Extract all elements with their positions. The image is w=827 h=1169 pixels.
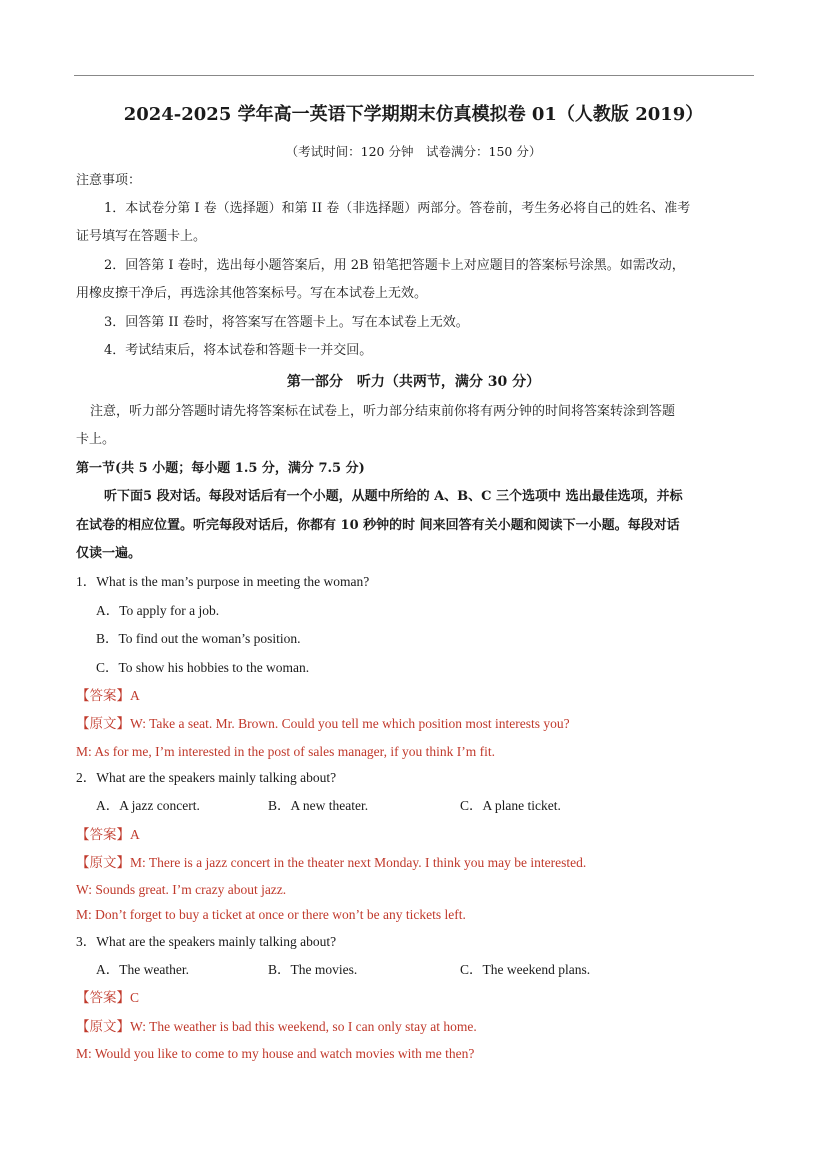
transcript-line: W: The weather is bad this weekend, so I can only stay at home.	[130, 1019, 477, 1034]
question-1-option-b: B．To find out the woman’s position.	[96, 631, 301, 646]
transcript-line: W: Take a seat. Mr. Brown. Could you tell me which position most interests you?	[130, 716, 570, 731]
question-3-option-b: B．The movies.	[268, 962, 358, 977]
listening-note-cont: 卡上。	[76, 432, 116, 447]
transcript-line: M: As for me, I’m interested in the post of sales manager, if you think I’m fit.	[76, 744, 495, 759]
notice-item-2: 2．回答第 I 卷时，选出每小题答案后，用 2B 铅笔把答题卡上对应题目的答案标号涂黑。如需改动，	[104, 258, 685, 273]
listening-note: 注意，听力部分答题时请先将答案标在试卷上，听力部分结束前你将有两分钟的时间将答案转涂到答题	[90, 404, 676, 419]
transcript-label: 【原文】	[76, 716, 130, 732]
answer-label: 【答案】	[76, 688, 130, 704]
notice-item-1-cont: 证号填写在答题卡上。	[76, 229, 207, 244]
question-3-option-c: C．The weekend plans.	[460, 962, 591, 977]
exam-info: （考试时间：120 分钟 试卷满分：150 分）	[285, 144, 542, 159]
transcript-label: 【原文】	[76, 855, 130, 871]
question-2-option-a: A．A jazz concert.	[96, 798, 200, 813]
notice-heading: 注意事项：	[76, 173, 142, 188]
section1-heading: 第一节(共 5 小题；每小题 1.5 分，满分 7.5 分)	[76, 461, 365, 476]
transcript-line: M: Don’t forget to buy a ticket at once or there won’t be any tickets left.	[76, 907, 466, 922]
notice-item-3: 3．回答第 II 卷时，将答案写在答题卡上。写在本试卷上无效。	[104, 315, 469, 330]
question-1-stem: 1．What is the man’s purpose in meeting the woman?	[76, 574, 370, 589]
question-2-answer	[76, 825, 140, 846]
answer-label: 【答案】	[76, 990, 130, 1006]
question-3-option-a: A．The weather.	[96, 962, 189, 977]
answer-value: A	[130, 688, 140, 703]
question-1-answer	[76, 686, 140, 707]
question-2-option-b: B．A new theater.	[268, 798, 369, 813]
directions-cont-1: 在试卷的相应位置。听完每段对话后，你都有 10 秒钟的时 间来回答有关小题和阅读下一小题。每段对话	[76, 518, 680, 533]
question-2-stem: 2．What are the speakers mainly talking about?	[76, 770, 337, 785]
notice-item-2-cont: 用橡皮擦干净后，再选涂其他答案标号。写在本试卷上无效。	[76, 286, 428, 301]
transcript-line: W: Sounds great. I’m crazy about jazz.	[76, 882, 287, 897]
question-3-answer	[76, 988, 139, 1009]
question-1-transcript	[76, 714, 570, 735]
page-title: 2024-2025 学年高一英语下学期期末仿真模拟卷 01（人教版 2019）	[123, 104, 704, 125]
answer-value: C	[130, 990, 140, 1005]
question-2-transcript	[76, 853, 586, 874]
question-2-option-c: C．A plane ticket.	[460, 798, 561, 813]
notice-item-4: 4．考试结束后，将本试卷和答题卡一并交回。	[104, 343, 373, 358]
transcript-line: M: Would you like to come to my house and watch movies with me then?	[76, 1046, 475, 1061]
notice-item-1: 1．本试卷分第 I 卷（选择题）和第 II 卷（非选择题）两部分。答卷前，考生务必将自己的姓名、准考	[104, 201, 691, 216]
directions-cont-2: 仅读一遍。	[76, 546, 142, 561]
header-rule	[74, 75, 754, 76]
question-1-option-c: C．To show his hobbies to the woman.	[96, 660, 310, 675]
question-3-stem: 3．What are the speakers mainly talking about?	[76, 934, 337, 949]
transcript-label: 【原文】	[76, 1019, 130, 1035]
question-1-option-a: A．To apply for a job.	[96, 603, 220, 618]
answer-value: A	[130, 827, 140, 842]
directions: 听下面5 段对话。每段对话后有一个小题，从题中所给的 A、B、C 三个选项中 选出最佳选项，并标	[104, 489, 683, 504]
part1-heading: 第一部分 听力（共两节，满分 30 分）	[286, 374, 541, 390]
question-3-transcript	[76, 1017, 477, 1038]
transcript-line: M: There is a jazz concert in the theater next Monday. I think you may be interested.	[130, 855, 587, 870]
answer-label: 【答案】	[76, 827, 130, 843]
